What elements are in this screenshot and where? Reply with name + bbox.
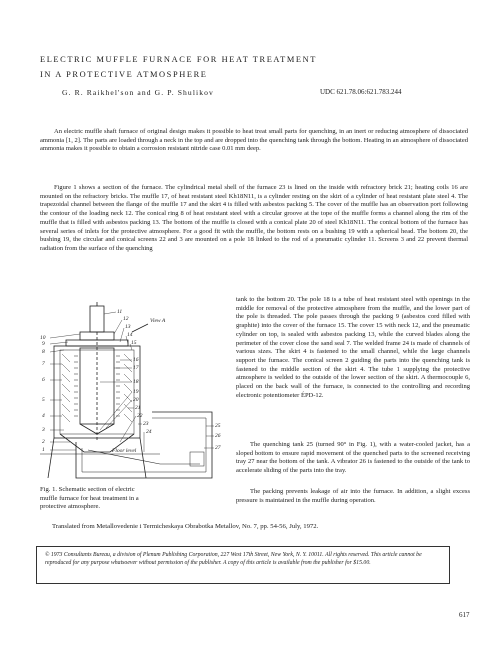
part-label-11: 11 — [117, 309, 123, 315]
part-label-21: 21 — [135, 405, 141, 411]
part-label-26: 26 — [215, 433, 221, 439]
figure-caption: Fig. 1. Schematic section of electric muffle furnace for heat treatment in a protective atmosphere. — [40, 486, 139, 511]
pneumatic-cylinder — [90, 306, 104, 332]
copyright-box: © 1973 Consultants Bureau, a division of Plenum Publishing Corporation, 227 West 17th Street, New York, N. Y. 10011. All rights reserved. This article cannot be reproduced for any purpose whatsoever without permission of the publisher. A copy of this article is available from the publisher for $15.00. — [36, 546, 450, 584]
part-label-23: 23 — [143, 421, 149, 427]
translation-note: Translated from Metallovedenie i Termicheskaya Obrabotka Metallov, No. 7, pp. 54-56, July, 1972. — [52, 523, 319, 530]
article-title — [40, 52, 470, 82]
part-label-25: 25 — [215, 423, 221, 429]
part-label-9: 9 — [42, 341, 45, 347]
part-label-24: 24 — [146, 429, 152, 435]
paragraph-packing: The packing prevents leakage of air into the furnace. In addition, a slight excess pressure is maintained in the muffle during operation. — [236, 488, 470, 504]
title-line-2: IN A PROTECTIVE ATMOSPHERE — [40, 70, 208, 79]
part-label-15: 15 — [131, 340, 137, 346]
part-label-27: 27 — [215, 445, 221, 451]
page-number: 617 — [459, 611, 470, 619]
part-label-4: 4 — [42, 413, 45, 419]
part-label-14: 14 — [127, 332, 133, 338]
udc-code: UDC 621.78.06:621.783.244 — [320, 88, 402, 96]
part-label-8: 8 — [42, 349, 45, 355]
part-label-1: 1 — [42, 447, 45, 453]
furnace-diagram — [40, 302, 228, 482]
part-label-22: 22 — [137, 413, 143, 419]
part-label-13: 13 — [125, 324, 131, 330]
part-label-7: 7 — [42, 361, 45, 367]
floor-level-label: Floor level — [112, 448, 137, 454]
part-label-20: 20 — [133, 397, 139, 403]
part-label-10: 10 — [40, 335, 46, 341]
part-label-16: 16 — [133, 357, 139, 363]
paragraph-figure-description-continued: tank to the bottom 20. The pole 18 is a tube of heat resistant steel with openings in the middle for removal of the protective atmosphere from the muffle, and the lower part of the pole is threaded. The pole passes through the packing 9 (asbestos cord filled with graphite) into the cover of the furnace 15. The cover 15 with neck 12, and the pneumatic cylinder on top, is sealed with asbestos packing 13, while the curved blades along the perimeter of the cover close the sand seal 7. The welded frame 24 is made of channels of various sizes. The skirt 4 is fastened to the small channel, while the large channels support the furnace. The conical screen 2 guiding the parts into the quenching tank is fastened to the middle section of the skirt 4. The tube 1 supplying the protective atmosphere is welded to the outside of the lower section of the skirt. A thermocouple 6, placed on the back wall of the furnace, is connected to the controlling and recording electronic potentiometer ÉPD-12. — [236, 296, 470, 399]
part-label-2: 2 — [42, 439, 45, 445]
part-label-12: 12 — [123, 316, 129, 322]
part-label-3: 3 — [42, 427, 45, 433]
part-label-6: 6 — [42, 377, 45, 383]
authors: G. R. Raikhel'son and G. P. Shulikov — [62, 88, 214, 97]
part-label-17: 17 — [133, 365, 139, 371]
part-label-19: 19 — [133, 389, 139, 395]
paragraph-quenching-tank: The quenching tank 25 (turned 90° in Fig. 1), with a water-cooled jacket, has a sloped bottom to ensure rapid movement of the quenched parts to the screened receiving tray 27 near the bottom of the tank. A vibrator 26 is fastened to the outside of the tank to accelerate sliding of the parts into the tray. — [236, 441, 470, 475]
title-line-1: ELECTRIC MUFFLE FURNACE FOR HEAT TREATMENT — [40, 55, 317, 64]
paragraph-figure-description: Figure 1 shows a section of the furnace. The cylindrical metal shell of the furnace 23 is lined on the inside with refractory brick 21; heating coils 16 are mounted on the refractory bricks. The muffle 17, of heat resistant steel Kh18N11, is a cylinder resting on the skirt of a cylinder of heat resistant plate steel 4. The trapezoidal channel between the flange of the muffle 17 and the skirt 4 is filled with asbestos packing 5. The cover of the muffle has an observation port following the contour of the loading neck 12. The conical ring 8 of heat resistant steel with a circular groove at the tope of the muffle forms a channel along the rim of the muffle that is filled with asbestos packing 13. The bottom of the muffle is closed with a conical plate 20 of steel Kh18N11. The conical bottom of the furnace has several series of inlets for the protective atmosphere. For a good fit with the muffle, the bottom rests on a bushing 19 with a spherical head. The bottom 20, the bushing 19, the circular and conical screens 22 and 3 are mounted on a pole 18 linked to the rod of a pneumatic cylinder 11. Screens 3 and 22 prevent thermal radiation from the surface of the quenching — [40, 184, 468, 252]
view-a-label: View A — [150, 318, 166, 324]
part-label-18: 18 — [133, 379, 139, 385]
paragraph-intro: An electric muffle shaft furnace of original design makes it possible to heat treat small parts for quenching, in an inert or reducing atmosphere of dissociated ammonia [1, 2]. The parts are loaded through a neck in the top and are dropped into the quenching tank through the bottom. Heating in an atmosphere of dissociated ammonia makes it possible to obtain a corrosion resistant nitride case 0.01 mm deep. — [40, 128, 468, 153]
furnace-figure — [40, 302, 228, 482]
part-label-5: 5 — [42, 397, 45, 403]
